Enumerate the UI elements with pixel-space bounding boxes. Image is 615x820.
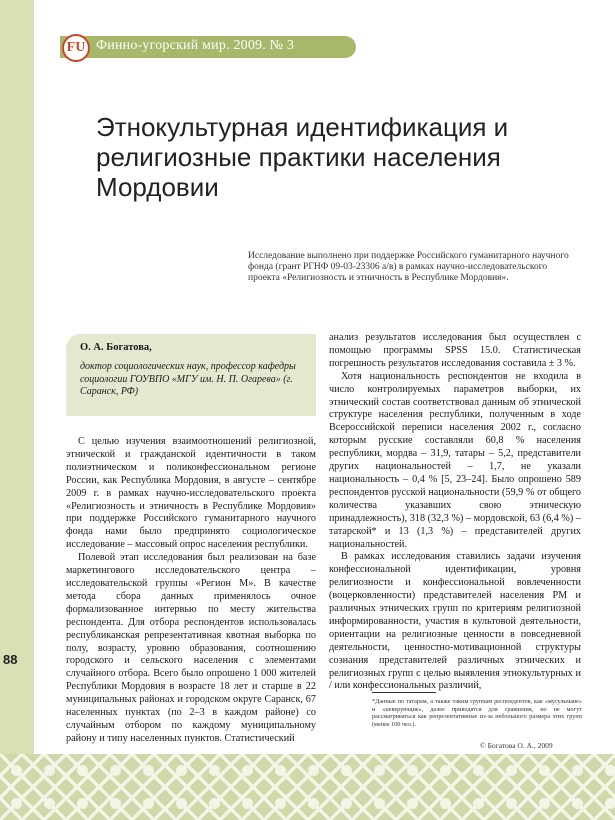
journal-logo: FU	[62, 34, 90, 62]
article-title: Этнокультурная идентификация и религиозные практики населения Мордовии	[96, 112, 509, 202]
right-column	[329, 332, 581, 693]
page-number: 88	[3, 652, 18, 667]
footnote-rule	[372, 692, 436, 693]
paragraph: анализ результатов исследования был осуществлен с помощью программы SPSS 15.0. Статистическая погрешность результатов исследования составила ± 3 %.	[329, 332, 581, 369]
copyright: © Богатова О. А., 2009	[480, 741, 553, 750]
author-affiliation: доктор социологических наук, профессор кафедры социологии ГОУВПО «МГУ им. Н. П. Огарева» (г. Саранск, РФ)	[80, 361, 296, 397]
paragraph: Полевой этап исследования был реализован на базе маркетингового исследовательского центра – исследовательской группы «Регион М». В качестве метода сбора данных применялось очное формализованное интервью по месту жительства респондента. Для отбора респондентов использовалась республиканская репрезентативная квотная выборка по полу, возрасту, уровню образования, соотношению городского и сельского населения с элементами случайного отбора. Всего было опрошено 1 000 жителей Республики Мордовия в возрасте 18 лет и старше в 22 муниципальных районах и городском округе Саранск, 67 населенных пунктах (по 2–3 в каждом районе) со случайным отбором по каждому муниципальному району и типу населенных пунктов. Статистический	[66, 552, 316, 744]
footnote: *Данные по татарам, а также таким группам респондентов, как «мусульмане» и «неверующие», далее приводятся для сравнения, но не могут рассматриваться как репрезентативные из-за небольшого размера этих групп (менее 100 чел.).	[372, 698, 582, 728]
paragraph: С целью изучения взаимоотношений религиозной, этнической и гражданской идентичности в таком полиэтническом и поликонфессиональном регионе России, как Республика Мордовия, в августе – сентябре 2009 г. в рамках научно-исследовательского проекта «Религиозность и этничность в Республике Мордовия» при поддержке Российского гуманитарного научного фонда нами было предпринято социологическое исследование – массовый опрос населения республики.	[66, 436, 316, 551]
journal-title: Финно-угорский мир. 2009. № 3	[96, 38, 295, 53]
ornament-footer	[0, 754, 615, 820]
grant-support-note: Исследование выполнено при поддержке Российского гуманитарного научного фонда (грант РГНФ 09-03-23306 а/в) в рамках научно-исследовательского проекта «Религиозность и этничность в Республике Мордовия».	[248, 251, 569, 283]
paragraph: В рамках исследования ставились задачи изучения конфессиональной идентификации, уровня религиозности и конфессиональной вовлеченности (воцерковленности) представителей населения РМ и различных этнических групп по критериям религиозной информированности, участия в культовой деятельности, ориентации на религиозные ценности в повседневной деятельности, ценностно-мотивационной структуры сознания представителей различных этнических и религиозных групп с целью выявления этнокультурных и / или конфессиональных различий,	[329, 551, 581, 692]
author-box	[66, 334, 316, 416]
left-column	[66, 436, 316, 746]
left-margin-band	[0, 0, 34, 820]
author-name: О. А. Богатова,	[80, 342, 152, 353]
paragraph: Хотя национальность респондентов не входила в число контролируемых параметров выборки, их этнический состав соответствовал данным об этнической структуре населения республики, полученным в ходе Всероссийской переписи населения 2002 г., согласно которым русские составляли 60,8 % населения республики, мордва – 31,9, татары – 5,2, представители других национальностей – 1,7, не указали национальность – 0,4 % [5, 23–24]. Было опрошено 589 респондентов русской национальности (59,9 % от общего количества указавших свою этническую принадлежность), 318 (32,3 %) – мордовской, 63 (6,4 %) – татарской* и 13 (1,3 %) – представителей других национальностей.	[329, 370, 581, 550]
